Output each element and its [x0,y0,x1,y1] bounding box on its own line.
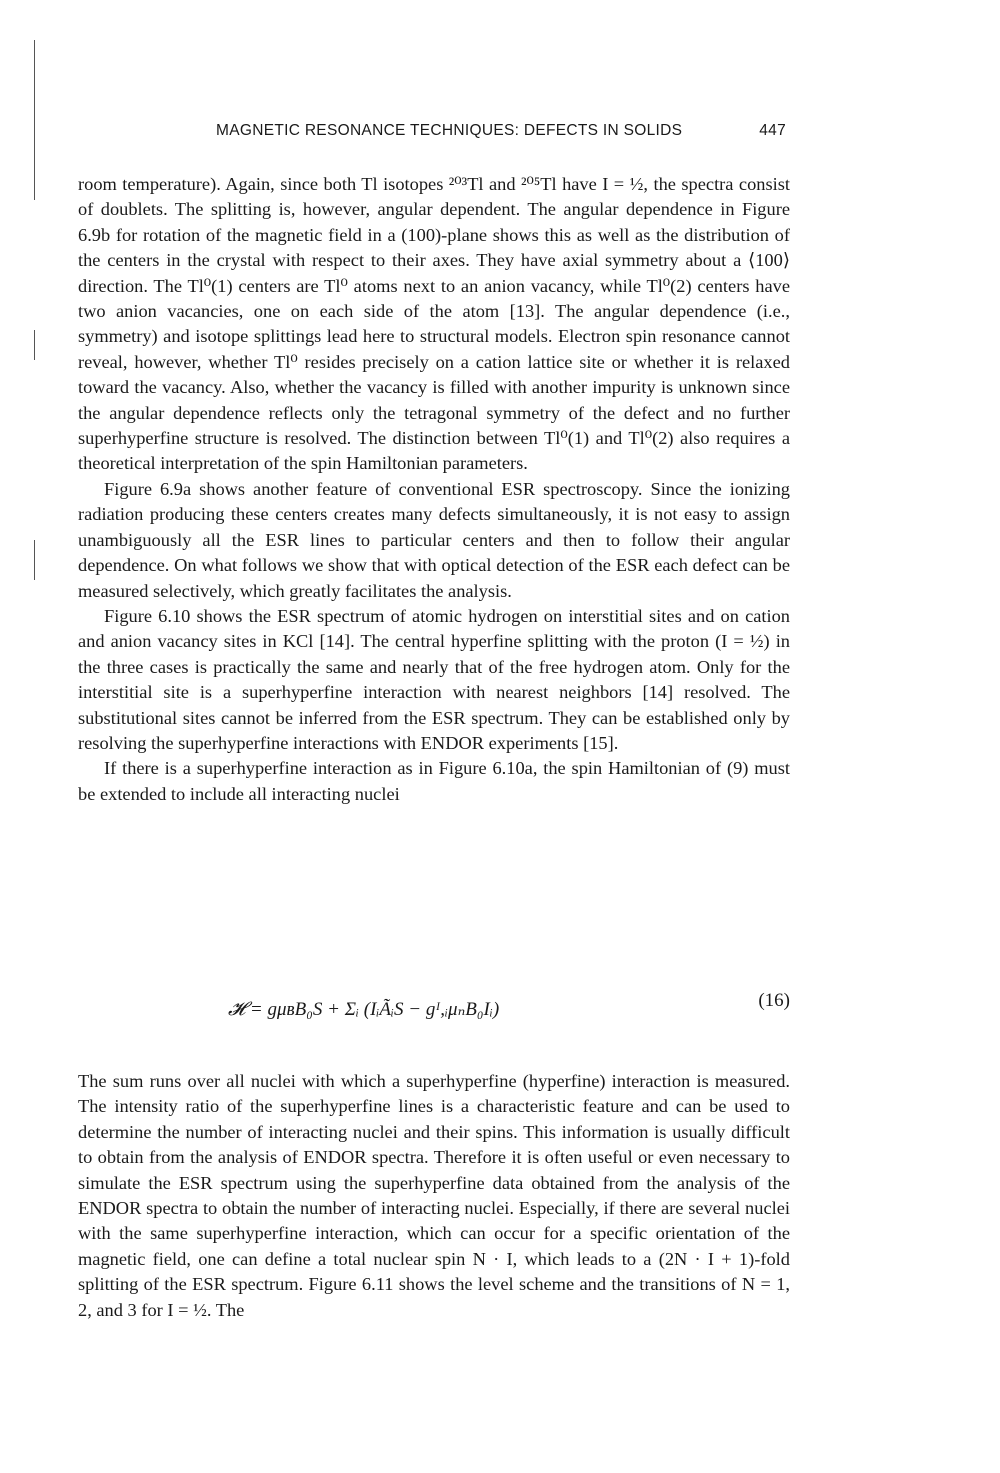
paragraph: Figure 6.9a shows another feature of conventional ESR spectroscopy. Since the ionizing radiation producing these centers creates many defects simultaneously, it is not easy to assign unambiguously all the ESR lines to particular centers and then to follow their angular dependence. On what follows we show that with optical detection of the ESR each defect can be measured selectively, which greatly facilitates the analysis. [78,478,790,601]
body-text-continued [78,1069,790,1323]
paragraph: Figure 6.10 shows the ESR spectrum of atomic hydrogen on interstitial sites and on cation and anion vacancy sites in KCl [14]. The central hyperfine splitting with the proton (I = ½) in the three cases is practically the same and nearly that of the free hydrogen atom. Only for the interstitial site is a superhyperfine interaction with nearest neighbors [14] resolved. The substitutional sites cannot be inferred from the ESR spectrum. They can be established only by resolving the superhyperfine interactions with ENDOR experiments [15]. [78,605,790,753]
equation-number: (16) [758,990,790,1011]
running-head-title: MAGNETIC RESONANCE TECHNIQUES: DEFECTS IN SOLIDS [216,122,683,139]
margin-rule [34,330,35,360]
margin-rule [34,540,35,580]
margin-rule [34,40,35,200]
paragraph: If there is a superhyperfine interaction as in Figure 6.10a, the spin Hamiltonian of (9) must be extended to include all interacting nuclei [78,758,790,804]
equation-16 [78,990,790,1040]
page-number: 447 [759,122,786,139]
body-text [78,172,790,807]
paragraph: The sum runs over all nuclei with which a superhyperfine (hyperfine) interaction is measured. The intensity ratio of the superhyperfine lines is a characteristic feature and can be used to determine the number of interacting nuclei and their spins. This information is usually difficult to obtain from the analysis of ENDOR spectra. Therefore it is often useful or even necessary to simulate the ESR spectrum using the superhyperfine data obtained from the analysis of the ENDOR spectra to obtain the number of interacting nuclei. Especially, if there are several nuclei with the same superhyperfine interaction, which can occur for a specific orientation of the magnetic field, one can define a total nuclear spin N · I, which leads to a (2N · I + 1)-fold splitting of the ESR spectrum. Figure 6.11 shows the level scheme and the transitions of N = 1, 2, and 3 for I = ½. The [78,1071,790,1320]
equation-expression: 𝓗 = gμʙB₀S + Σᵢ (IᵢÃᵢS − gᴵ,ᵢμₙB₀Iᵢ) [228,999,500,1020]
paragraph: room temperature). Again, since both Tl isotopes ²⁰³Tl and ²⁰⁵Tl have I = ½, the spectra consist of doublets. The splitting is, however, angular dependent. The angular dependence in Figure 6.9b for rotation of the magnetic field in a (100)-plane shows this as well as the distribution of the centers in the crystal with respect to their axes. They have axial symmetry about a ⟨100⟩ direction. The Tl⁰(1) centers are Tl⁰ atoms next to an anion vacancy, while Tl⁰(2) centers have two anion vacancies, one on each side of the atom [13]. The angular dependence (i.e., symmetry) and isotope splittings lead here to structural models. Electron spin resonance cannot reveal, however, whether Tl⁰ resides precisely on a cation lattice site or whether it is relaxed toward the vacancy. Also, whether the vacancy is filled with another impurity is unknown since the angular dependence reflects only the tetragonal symmetry of the defect and no further superhyperfine structure is resolved. The distinction between Tl⁰(1) and Tl⁰(2) also requires a theoretical interpretation of the spin Hamiltonian parameters. [78,174,790,474]
